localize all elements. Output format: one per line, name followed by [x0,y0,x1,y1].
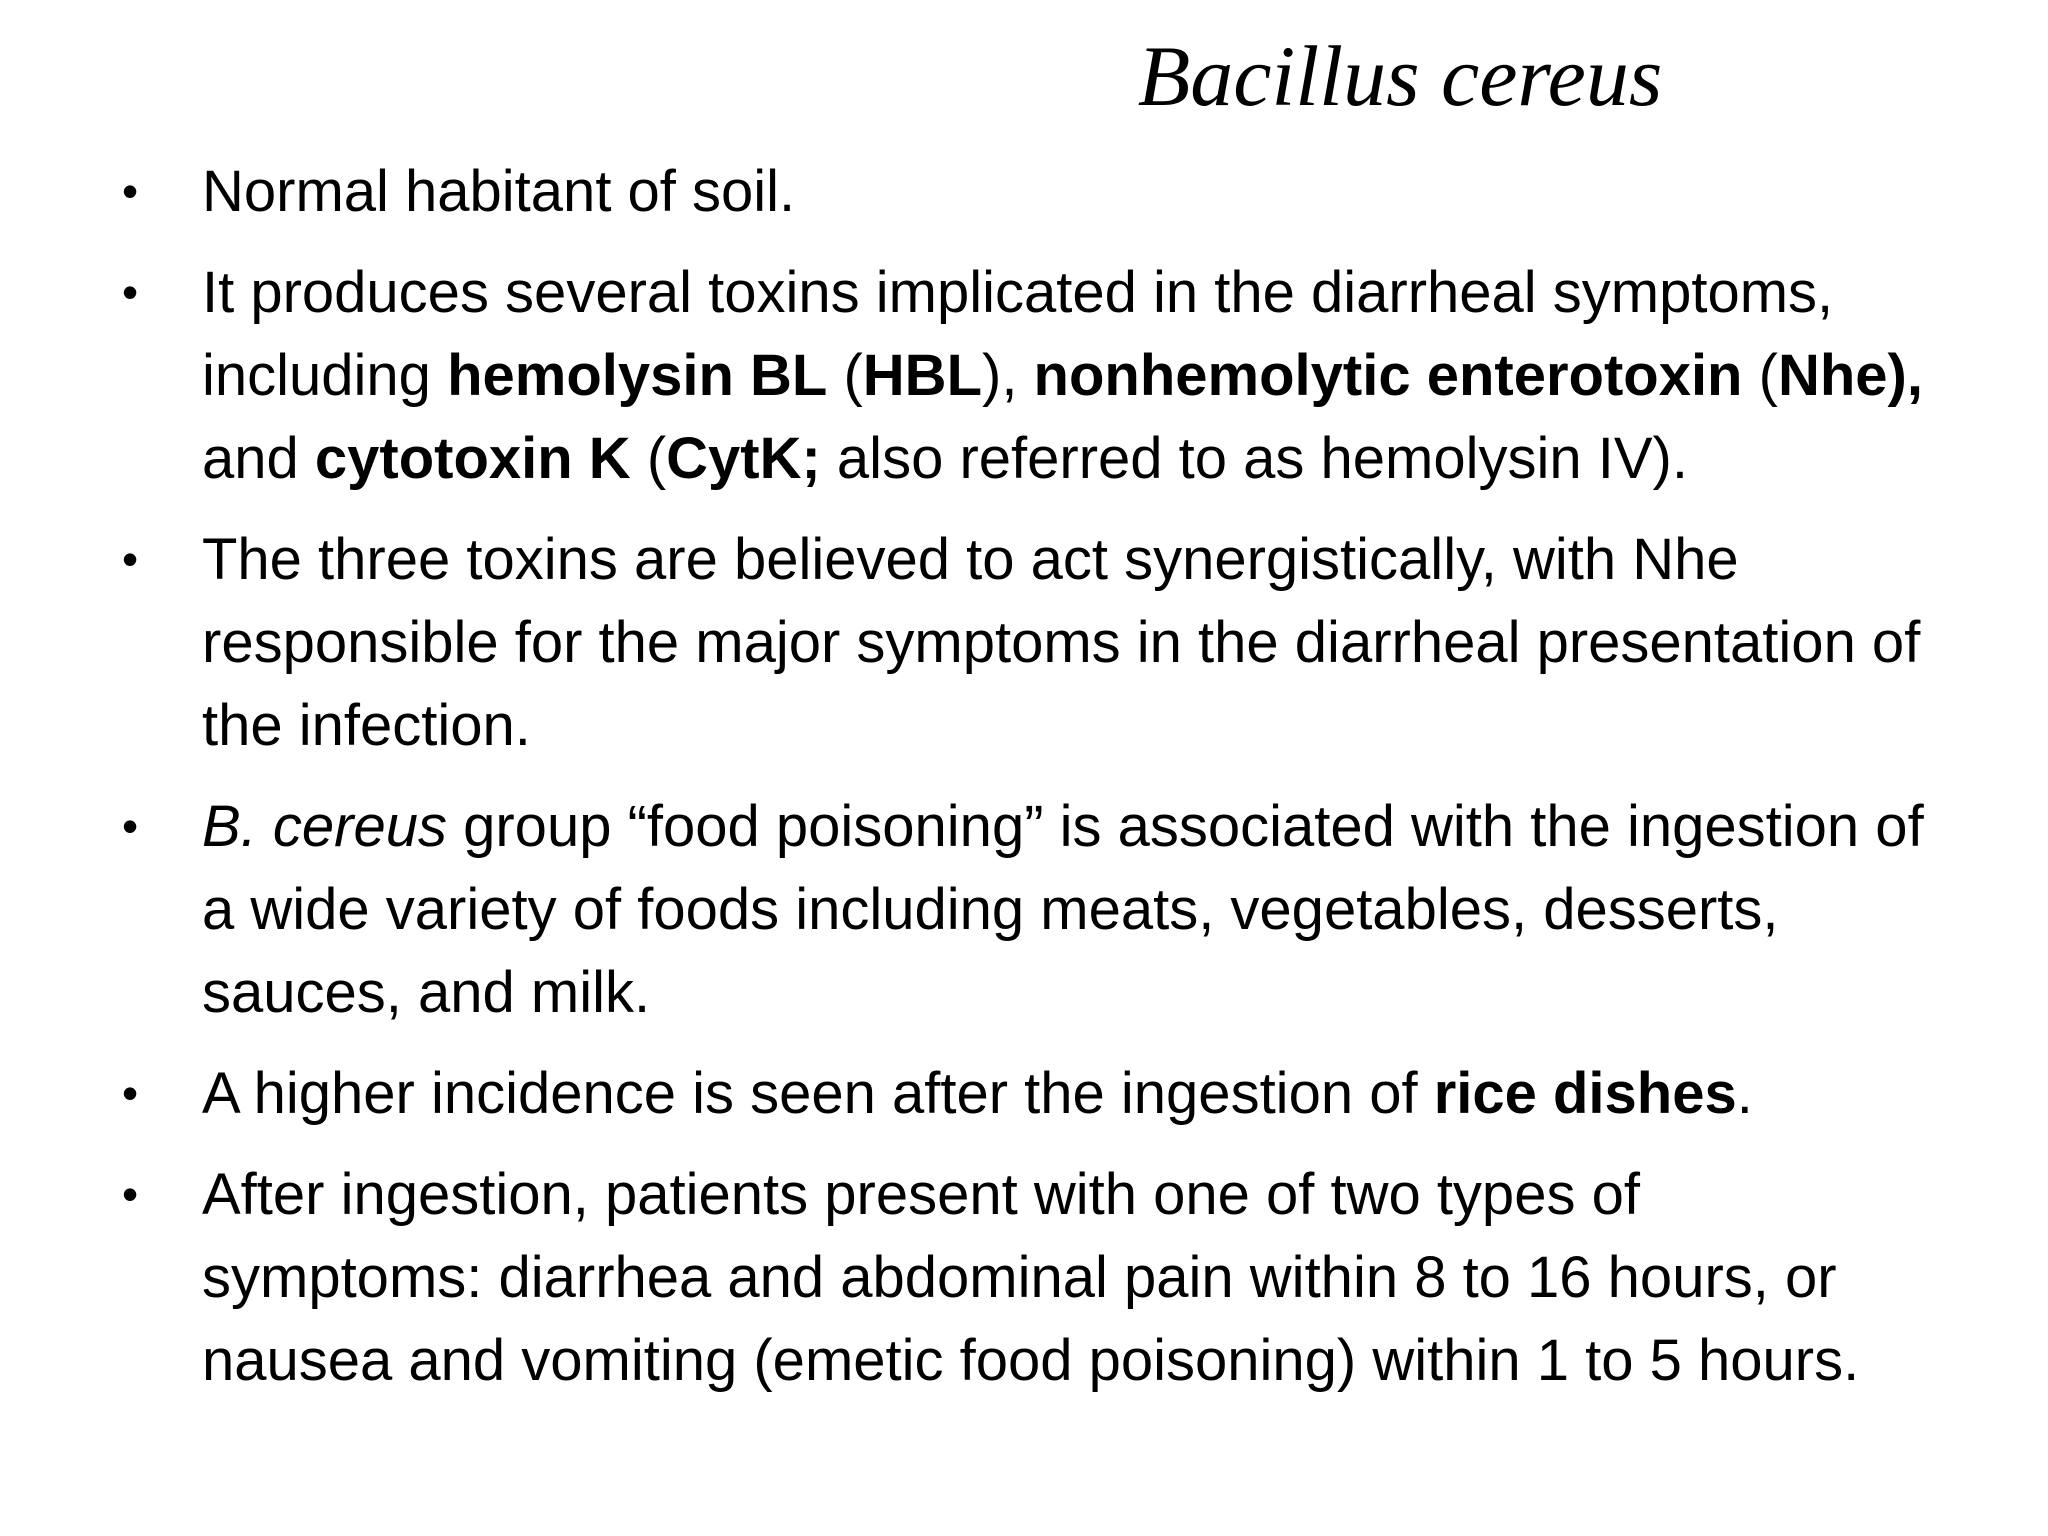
bullet-icon: • [122,1168,139,1220]
bullet-text: ( [827,343,863,408]
bold-term: CytK; [666,426,821,491]
italic-term: B. cereus [202,794,447,859]
bullet-text: The three toxins are believed to act synergistically, with Nhe responsible for the major symptoms in the diarrheal presentation of the infection. [202,527,1921,758]
bold-term: ), [1887,343,1923,408]
bullet-icon: • [122,533,139,585]
bullet-text: also referred to as hemolysin IV). [820,426,1688,491]
bold-term: cytotoxin K [314,426,631,491]
bullet-text: It produces several toxins implicated in the diarrheal symptoms, including [202,260,1834,408]
bullet-icon: • [122,266,139,318]
bullet-text: ( [1742,343,1778,408]
bullet-icon: • [122,1067,139,1119]
bold-term: Nhe [1777,343,1888,408]
bullet-list [0,150,2048,1420]
bullet-item [0,1153,2048,1402]
slide-title: Bacillus cereus [1137,28,1663,124]
bullet-text: After ingestion, patients present with one of two types of symptoms: diarrhea and abdominal pain within 8 to 16 hours, or nausea and vomiting (emetic food poisoning) within 1 to 5 hours. [202,1162,1860,1393]
bullet-item [0,785,2048,1034]
bullet-text: Normal habitant of soil. [202,159,796,224]
bullet-text: A higher incidence is seen after the ingestion of [202,1061,1434,1126]
bold-term: rice dishes [1433,1061,1737,1126]
bullet-text: ( [630,426,667,491]
bullet-text: group “food poisoning” is associated with the ingestion of a wide variety of foods including meats, vegetables, desserts, sauces, and milk. [202,794,1924,1025]
bullet-text: and [202,426,315,491]
bullet-icon: • [122,800,139,852]
bold-term: nonhemolytic enterotoxin [1033,343,1743,408]
bullet-icon: • [122,165,139,217]
bullet-text: . [1736,1061,1753,1126]
bold-term: hemolysin BL [447,343,828,408]
bullet-item [0,518,2048,767]
bullet-item [0,1052,2048,1135]
bullet-item [0,251,2048,500]
bullet-item [0,150,2048,233]
bold-term: HBL [862,343,982,408]
bullet-text: ), [982,343,1034,408]
